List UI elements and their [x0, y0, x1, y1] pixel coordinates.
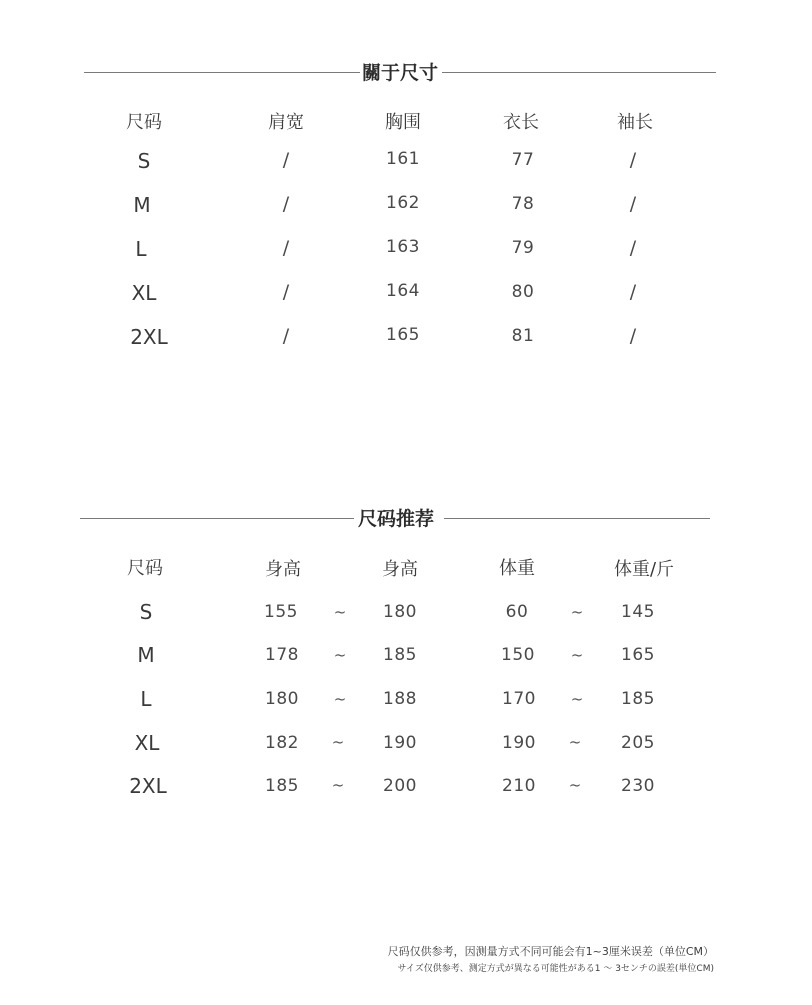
size-cell: S	[137, 149, 151, 173]
height-max-cell: 180	[383, 602, 417, 622]
height-max-cell: 188	[383, 689, 417, 709]
header-height-min: 身高	[265, 559, 301, 580]
height-range-separator: ~	[333, 603, 347, 621]
size-cell: XL	[134, 731, 160, 755]
header-shoulder: 肩宽	[268, 112, 304, 133]
shoulder-cell: /	[282, 325, 290, 347]
weight-range-separator: ~	[568, 733, 582, 751]
length-cell: 81	[511, 326, 535, 346]
height-min-cell: 180	[265, 689, 299, 709]
sleeve-cell: /	[629, 193, 637, 215]
size-cell: L	[135, 237, 147, 261]
height-max-cell: 185	[383, 645, 417, 665]
weight-min-cell: 150	[501, 645, 535, 665]
size-info-title-bar	[84, 61, 716, 85]
title-rule-right	[444, 518, 710, 519]
weight-range-separator: ~	[570, 690, 584, 708]
sleeve-cell: /	[629, 237, 637, 259]
shoulder-cell: /	[282, 237, 290, 259]
weight-min-cell: 190	[502, 733, 536, 753]
chest-cell: 163	[386, 237, 420, 257]
chest-cell: 165	[386, 325, 420, 345]
size-cell: XL	[131, 281, 157, 305]
height-max-cell: 190	[383, 733, 417, 753]
height-range-separator: ~	[331, 776, 345, 794]
header-size: 尺码	[126, 112, 162, 133]
shoulder-cell: /	[282, 281, 290, 303]
header-chest: 胸围	[385, 112, 421, 133]
size-cell: L	[140, 687, 152, 711]
height-range-separator: ~	[333, 646, 347, 664]
header-length: 衣长	[503, 112, 539, 133]
weight-min-cell: 170	[502, 689, 536, 709]
size-cell: 2XL	[129, 774, 167, 798]
shoulder-cell: /	[282, 193, 290, 215]
shoulder-cell: /	[282, 149, 290, 171]
weight-range-separator: ~	[568, 776, 582, 794]
length-cell: 78	[511, 194, 535, 214]
size-cell: 2XL	[130, 325, 168, 349]
size-recommend-title-bar	[80, 507, 710, 531]
weight-max-cell: 230	[621, 776, 655, 796]
disclaimer-note-chinese: 尺码仅供参考，因测量方式不同可能会有1~3厘米误差（单位CM）	[387, 945, 714, 958]
length-cell: 79	[511, 238, 535, 258]
height-max-cell: 200	[383, 776, 417, 796]
weight-max-cell: 165	[621, 645, 655, 665]
size-cell: M	[133, 193, 151, 217]
height-min-cell: 182	[265, 733, 299, 753]
weight-max-cell: 185	[621, 689, 655, 709]
height-min-cell: 155	[264, 602, 298, 622]
weight-range-separator: ~	[570, 646, 584, 664]
title-rule-right	[442, 72, 716, 73]
chest-cell: 164	[386, 281, 420, 301]
height-range-separator: ~	[331, 733, 345, 751]
weight-range-separator: ~	[570, 603, 584, 621]
header-weight-min: 体重	[499, 558, 535, 579]
length-cell: 77	[511, 150, 535, 170]
disclaimer-note-japanese: サイズ仅供参考、测定方式が異なる可能性がある1 ～ 3センチの誤差(単位CM)	[397, 964, 714, 974]
header-sleeve: 袖长	[617, 112, 653, 133]
height-range-separator: ~	[333, 690, 347, 708]
height-min-cell: 178	[265, 645, 299, 665]
weight-min-cell: 60	[505, 602, 529, 622]
size-info-title: 關于尺寸	[362, 62, 439, 84]
size-cell: M	[137, 643, 155, 667]
weight-min-cell: 210	[502, 776, 536, 796]
chest-cell: 161	[386, 149, 420, 169]
header-height-max: 身高	[382, 559, 418, 580]
header-weight-max: 体重/斤	[613, 559, 675, 580]
title-rule-left	[80, 518, 354, 519]
sleeve-cell: /	[629, 281, 637, 303]
weight-max-cell: 205	[621, 733, 655, 753]
size-cell: S	[139, 600, 153, 624]
height-min-cell: 185	[265, 776, 299, 796]
chest-cell: 162	[386, 193, 420, 213]
header-size: 尺码	[127, 558, 163, 579]
weight-max-cell: 145	[621, 602, 655, 622]
size-recommend-title: 尺码推荐	[358, 508, 435, 530]
sleeve-cell: /	[629, 325, 637, 347]
sleeve-cell: /	[629, 149, 637, 171]
length-cell: 80	[511, 282, 535, 302]
title-rule-left	[84, 72, 360, 73]
